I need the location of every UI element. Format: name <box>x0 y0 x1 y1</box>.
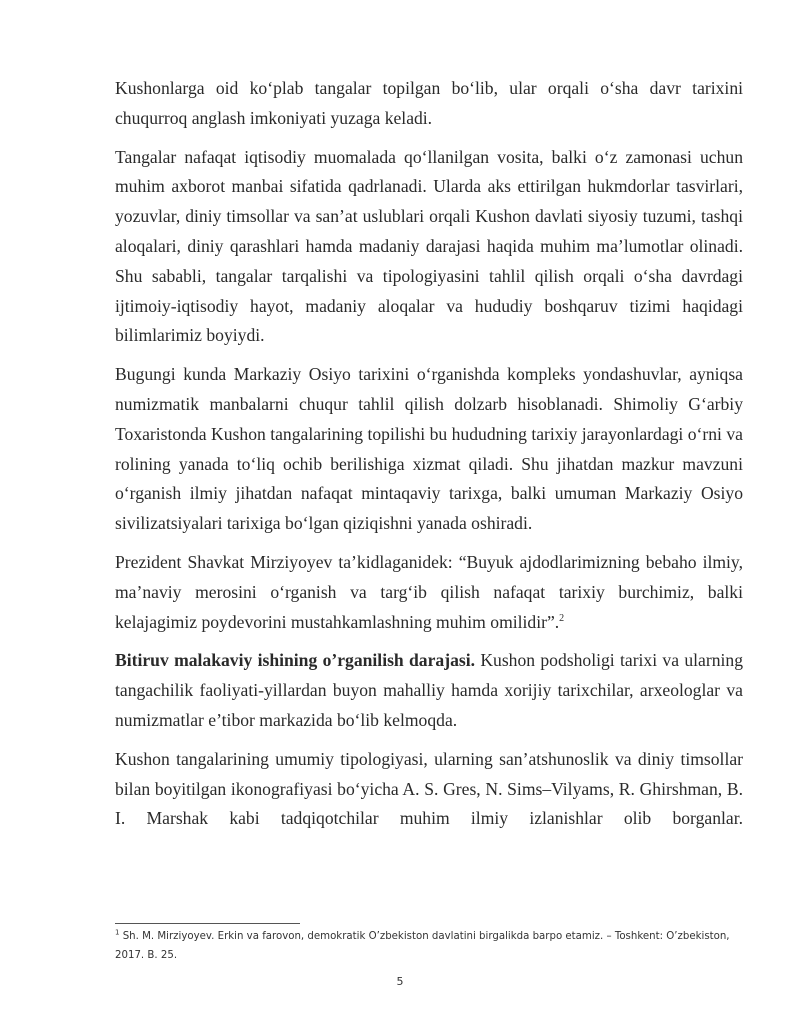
page-number: 5 <box>396 975 404 988</box>
section-paragraph <box>115 646 743 735</box>
section-heading: Bitiruv malakaviy ishining o’rganilish darajasi. <box>115 650 476 671</box>
footnote-separator <box>115 923 300 924</box>
paragraph-final: Kushon tangalarining umumiy tipologiyasi, ularning san’atshunoslik va diniy timsollar bilan boyitilgan ikonografiyasi bo‘yicha A. S. Gres, N. Sims–Vilyams, R. Ghirshman, B. I. Marshak kabi tadqiqotchilar muhim ilmiy izlanishlar olib borganlar. <box>115 748 743 829</box>
footnote-mark: 1 <box>115 928 120 937</box>
footnote-reference[interactable]: 2 <box>559 612 565 624</box>
paragraph-4 <box>115 548 743 637</box>
paragraph-1: Kushonlarga oid ko‘plab tangalar topilgan bo‘lib, ular orqali o‘sha davr tarixini chuqurroq anglash imkoniyati yuzaga keladi. <box>115 78 743 128</box>
paragraph-2: Tangalar nafaqat iqtisodiy muomalada qo‘llanilgan vosita, balki o‘z zamonasi uchun muhim axborot manbai sifatida qadrlanadi. Ularda aks ettirilgan hukmdorlar tasvirlari, yozuvlar, diniy timsollar va san’at uslublari orqali Kushon davlati siyosiy tuzumi, tashqi aloqalari, diniy qarashlari hamda madaniy darajasi haqida muhim ma’lumotlar olinadi. Shu sababli, tangalar tarqalishi va tipologiyasini tahlil qilish orqali o‘sha davrdagi ijtimoiy-iqtisodiy hayot, madaniy aloqalar va hududiy boshqaruv tizimi haqidagi bilimlarimiz boyiydi. <box>115 146 743 346</box>
paragraph-3: Bugungi kunda Markaziy Osiyo tarixini o‘rganishda kompleks yondashuvlar, ayniqsa numizmatik manbalarni chuqur tahlil qilish dolzarb hisoblanadi. Shimoliy G‘arbiy Toxaristonda Kushon tangalarining topilishi bu hududning tarixiy jarayonlardagi o‘rni va rolining yanada to‘liq ochib berilishiga xizmat qiladi. Shu jihatdan mazkur mavzuni o‘rganish ilmiy jihatdan nafaqat mintaqaviy tarixga, balki umuman Markaziy Osiyo sivilizatsiyalari tarixiga bo‘lgan qiziqishni yanada oshiradi. <box>115 364 743 534</box>
footnote-text: Sh. M. Mirziyoyev. Erkin va farovon, demokratik O’zbekiston davlatini birgalikda barpo etamiz. – Toshkent: O’zbekiston, 2017. B. 25. <box>115 931 730 961</box>
section-text: Kushon podsholigi tarixi va ularning tangachilik faoliyati-yillardan buyon mahalliy hamda xorijiy tarixchilar, arxeologlar va numizmatlar e’tibor markazida bo‘lib kelmoqda. <box>115 650 743 730</box>
footnote <box>115 927 745 965</box>
body-text <box>115 74 743 843</box>
president-quote: Prezident Shavkat Mirziyoyev ta’kidlaganidek: “Buyuk ajdodlarimizning bebaho ilmiy, ma’naviy merosini o‘rganish va targ‘ib qilish nafaqat tarixiy burchimiz, balki kelajagimiz poydevorini mustahkamlashning muhim omilidir”. <box>115 551 743 632</box>
